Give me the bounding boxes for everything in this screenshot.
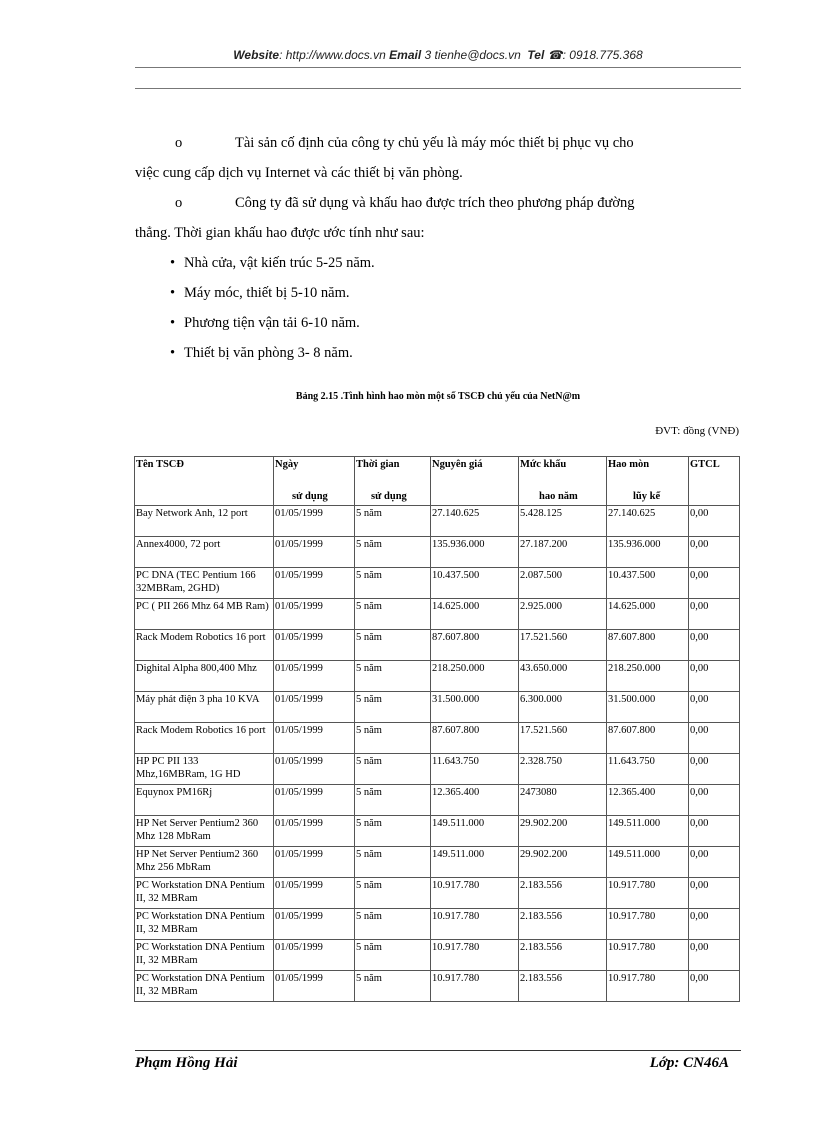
table-cell: 01/05/1999: [274, 754, 355, 785]
table-row: [135, 754, 740, 785]
table-cell: 135.936.000: [431, 537, 519, 568]
table-cell: 01/05/1999: [274, 909, 355, 940]
author-name: Phạm Hồng Hải: [135, 1055, 238, 1071]
table-cell: 5 năm: [355, 754, 431, 785]
table-cell: 17.521.560: [519, 630, 607, 661]
table-row: [135, 909, 740, 940]
paragraph-2-cont: thẳng. Thời gian khấu hao được ước tính như sau:: [135, 225, 425, 241]
header-cell: Nguyên giá: [431, 457, 519, 506]
table-cell: 01/05/1999: [274, 940, 355, 971]
table-cell: 27.140.625: [607, 506, 689, 537]
table-cell: 0,00: [689, 971, 740, 1002]
table-cell: 2.925.000: [519, 599, 607, 630]
table-cell: Equynox PM16Rj: [135, 785, 274, 816]
table-cell: 10.917.780: [607, 971, 689, 1002]
table-cell: 0,00: [689, 754, 740, 785]
list-item: • Thiết bị văn phòng 3- 8 năm.: [170, 345, 353, 361]
header-cell: Ngày sử dụng: [274, 457, 355, 506]
table-cell: 10.917.780: [431, 909, 519, 940]
website-url[interactable]: : http://www.docs.vn: [279, 48, 386, 62]
table-cell: 01/05/1999: [274, 599, 355, 630]
table-cell: Rack Modem Robotics 16 port: [135, 723, 274, 754]
table-cell: 0,00: [689, 909, 740, 940]
table-cell: Rack Modem Robotics 16 port: [135, 630, 274, 661]
table-cell: 2473080: [519, 785, 607, 816]
table-cell: 0,00: [689, 816, 740, 847]
table-cell: 01/05/1999: [274, 878, 355, 909]
bullet-icon: •: [170, 345, 176, 361]
table-row: [135, 878, 740, 909]
table-cell: 10.917.780: [431, 940, 519, 971]
table-row: [135, 847, 740, 878]
table-row: [135, 599, 740, 630]
table-cell: PC Workstation DNA Pentium II, 32 MBRam: [135, 909, 274, 940]
table-cell: 5 năm: [355, 971, 431, 1002]
table-cell: HP PC PII 133 Mhz,16MBRam, 1G HD: [135, 754, 274, 785]
table-cell: 01/05/1999: [274, 847, 355, 878]
circle-bullet-icon: o: [175, 135, 183, 151]
table-cell: 27.140.625: [431, 506, 519, 537]
email-label: Email: [389, 48, 422, 62]
table-cell: 14.625.000: [431, 599, 519, 630]
table-cell: 0,00: [689, 568, 740, 599]
table-cell: HP Net Server Pentium2 360 Mhz 256 MbRam: [135, 847, 274, 878]
table-row: [135, 940, 740, 971]
table-cell: PC ( PII 266 Mhz 64 MB Ram): [135, 599, 274, 630]
table-row: [135, 630, 740, 661]
table-cell: PC Workstation DNA Pentium II, 32 MBRam: [135, 878, 274, 909]
table-cell: 218.250.000: [607, 661, 689, 692]
table-cell: 149.511.000: [431, 847, 519, 878]
table-cell: PC DNA (TEC Pentium 166 32MBRam, 2GHD): [135, 568, 274, 599]
table-row: [135, 537, 740, 568]
table-cell: 2.183.556: [519, 971, 607, 1002]
table-cell: 0,00: [689, 630, 740, 661]
table-cell: 218.250.000: [431, 661, 519, 692]
table-cell: 0,00: [689, 599, 740, 630]
class-label: Lớp: CN46A: [649, 1055, 729, 1071]
table-cell: 31.500.000: [607, 692, 689, 723]
table-row: [135, 785, 740, 816]
paragraph-1: [135, 128, 739, 188]
table-cell: 87.607.800: [431, 630, 519, 661]
list-item: • Máy móc, thiết bị 5-10 năm.: [170, 285, 350, 301]
table-cell: 43.650.000: [519, 661, 607, 692]
table-cell: 10.917.780: [607, 940, 689, 971]
table-cell: 5 năm: [355, 692, 431, 723]
table-cell: 10.917.780: [431, 971, 519, 1002]
table-cell: 01/05/1999: [274, 971, 355, 1002]
table-cell: 12.365.400: [607, 785, 689, 816]
table-cell: 10.917.780: [431, 878, 519, 909]
page-footer: [135, 1055, 741, 1072]
table-cell: Dighital Alpha 800,400 Mhz: [135, 661, 274, 692]
table-cell: 0,00: [689, 847, 740, 878]
table-cell: 5 năm: [355, 630, 431, 661]
table-cell: 0,00: [689, 723, 740, 754]
table-cell: 31.500.000: [431, 692, 519, 723]
table-cell: 27.187.200: [519, 537, 607, 568]
table-cell: 5 năm: [355, 723, 431, 754]
table-cell: 17.521.560: [519, 723, 607, 754]
table-cell: 2.087.500: [519, 568, 607, 599]
tel-value: : 0918.775.368: [562, 48, 643, 62]
table-cell: 5 năm: [355, 940, 431, 971]
table-cell: PC Workstation DNA Pentium II, 32 MBRam: [135, 971, 274, 1002]
table-cell: 0,00: [689, 940, 740, 971]
table-cell: 01/05/1999: [274, 661, 355, 692]
table-cell: 01/05/1999: [274, 506, 355, 537]
table-row: [135, 723, 740, 754]
header-divider-bottom: [135, 88, 741, 89]
table-cell: 01/05/1999: [274, 630, 355, 661]
header-cell: Mức khấu hao năm: [519, 457, 607, 506]
table-cell: 5 năm: [355, 816, 431, 847]
paragraph-2-text: Công ty đã sử dụng và khấu hao được trích theo phương pháp đường: [235, 195, 635, 211]
table-cell: 2.183.556: [519, 940, 607, 971]
table-cell: 149.511.000: [607, 847, 689, 878]
header-cell: Thời gian sử dụng: [355, 457, 431, 506]
table-row: [135, 692, 740, 723]
table-row: [135, 661, 740, 692]
table-row: [135, 816, 740, 847]
table-cell: 5 năm: [355, 537, 431, 568]
bullet-icon: •: [170, 315, 176, 331]
table-cell: 29.902.200: [519, 847, 607, 878]
table-cell: 0,00: [689, 506, 740, 537]
table-cell: 0,00: [689, 692, 740, 723]
email-value[interactable]: 3 tienhe@docs.vn: [421, 48, 521, 62]
header-cell: Hao mòn lũy kế: [607, 457, 689, 506]
asset-table: [134, 456, 740, 1002]
table-row: [135, 568, 740, 599]
paragraph-1-cont: việc cung cấp dịch vụ Internet và các thiết bị văn phòng.: [135, 165, 463, 181]
list-item: • Phương tiện vận tải 6-10 năm.: [170, 315, 360, 331]
table-cell: 5 năm: [355, 785, 431, 816]
table-cell: 01/05/1999: [274, 692, 355, 723]
table-cell: 135.936.000: [607, 537, 689, 568]
bullet-icon: •: [170, 285, 176, 301]
unit-note: ĐVT: đồng (VNĐ): [655, 425, 739, 437]
table-cell: 0,00: [689, 537, 740, 568]
footer-divider: [135, 1050, 741, 1051]
table-row: [135, 971, 740, 1002]
bullet-icon: •: [170, 255, 176, 271]
table-caption: Bảng 2.15 .Tình hình hao mòn một số TSCĐ chủ yếu của NetN@m: [295, 391, 581, 402]
table-cell: 01/05/1999: [274, 723, 355, 754]
table-cell: 87.607.800: [607, 630, 689, 661]
table-cell: 5 năm: [355, 506, 431, 537]
table-cell: 0,00: [689, 785, 740, 816]
table-cell: 29.902.200: [519, 816, 607, 847]
tel-label: Tel: [527, 48, 545, 62]
table-cell: 87.607.800: [607, 723, 689, 754]
table-cell: 6.300.000: [519, 692, 607, 723]
table-cell: 14.625.000: [607, 599, 689, 630]
table-cell: 0,00: [689, 661, 740, 692]
table-cell: 5 năm: [355, 568, 431, 599]
table-cell: 5 năm: [355, 599, 431, 630]
table-cell: 2.183.556: [519, 909, 607, 940]
page-header: [135, 48, 741, 62]
table-cell: 149.511.000: [607, 816, 689, 847]
table-cell: 01/05/1999: [274, 785, 355, 816]
table-header-row: [135, 457, 740, 506]
header-divider-top: [135, 67, 741, 68]
table-row: [135, 506, 740, 537]
table-cell: 5.428.125: [519, 506, 607, 537]
table-cell: 10.917.780: [607, 909, 689, 940]
table-cell: 5 năm: [355, 847, 431, 878]
table-cell: 149.511.000: [431, 816, 519, 847]
table-cell: 10.917.780: [607, 878, 689, 909]
website-label: Website: [233, 48, 280, 62]
table-cell: PC Workstation DNA Pentium II, 32 MBRam: [135, 940, 274, 971]
table-cell: HP Net Server Pentium2 360 Mhz 128 MbRam: [135, 816, 274, 847]
table-cell: 5 năm: [355, 661, 431, 692]
table-cell: 5 năm: [355, 909, 431, 940]
table-cell: 01/05/1999: [274, 568, 355, 599]
header-cell: GTCL: [689, 457, 740, 506]
table-cell: 10.437.500: [607, 568, 689, 599]
paragraph-2: [135, 188, 739, 248]
table-cell: Máy phát điện 3 pha 10 KVA: [135, 692, 274, 723]
table-cell: 10.437.500: [431, 568, 519, 599]
table-cell: 0,00: [689, 878, 740, 909]
table-cell: 01/05/1999: [274, 816, 355, 847]
table-cell: 11.643.750: [431, 754, 519, 785]
list-item: • Nhà cửa, vật kiến trúc 5-25 năm.: [170, 255, 375, 271]
circle-bullet-icon: o: [175, 195, 183, 211]
table-cell: 5 năm: [355, 878, 431, 909]
table-cell: 87.607.800: [431, 723, 519, 754]
header-cell: Tên TSCĐ: [135, 457, 274, 506]
phone-icon: ☎: [547, 48, 563, 62]
table-cell: Annex4000, 72 port: [135, 537, 274, 568]
table-cell: Bay Network Anh, 12 port: [135, 506, 274, 537]
table-cell: 2.328.750: [519, 754, 607, 785]
paragraph-1-text: Tài sản cố định của công ty chủ yếu là máy móc thiết bị phục vụ cho: [235, 135, 634, 151]
table-cell: 01/05/1999: [274, 537, 355, 568]
table-cell: 11.643.750: [607, 754, 689, 785]
table-cell: 12.365.400: [431, 785, 519, 816]
table-cell: 2.183.556: [519, 878, 607, 909]
